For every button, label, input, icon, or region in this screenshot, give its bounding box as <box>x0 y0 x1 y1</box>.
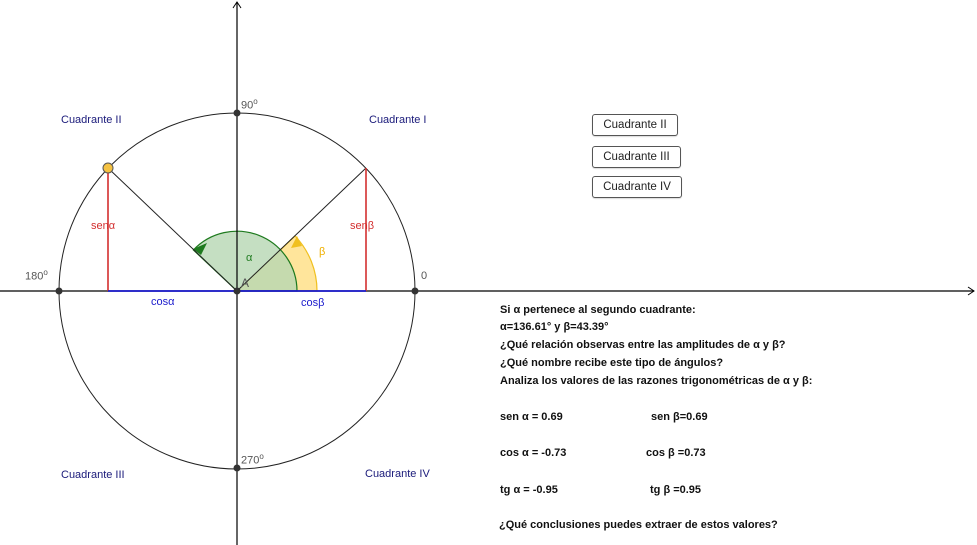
sen-alpha-value: sen α = 0.69 <box>500 411 563 423</box>
center-point-a <box>234 288 241 295</box>
label-270-deg: 270$^o$ <box>241 452 264 467</box>
tg-alpha-value: tg α = -0.95 <box>500 484 558 496</box>
cos-alpha-label: cosα <box>151 296 175 308</box>
quadrant-2-label: Cuadrante II <box>61 114 122 126</box>
label-90-deg: 90$^o$ <box>241 97 258 112</box>
sen-beta-label: senβ <box>350 220 375 232</box>
cuadrante-ii-button[interactable]: Cuadrante II <box>592 114 678 136</box>
panel-question-relation: ¿Qué relación observas entre las amplitudes de α y β? <box>500 339 786 351</box>
cos-alpha-value: cos α = -0.73 <box>500 447 567 459</box>
alpha-draggable-point[interactable] <box>103 163 113 173</box>
cuadrante-iv-button[interactable]: Cuadrante IV <box>592 176 682 198</box>
tg-beta-value: tg β =0.95 <box>650 484 702 496</box>
beta-label: β <box>319 246 326 258</box>
quadrant-3-label: Cuadrante III <box>61 469 125 481</box>
cos-beta-label: cosβ <box>301 297 325 309</box>
alpha-label: α <box>246 252 253 264</box>
alpha-radius <box>108 168 237 291</box>
cos-beta-value: cos β =0.73 <box>646 447 706 459</box>
label-180-deg: 180$^o$ <box>25 268 48 283</box>
point-270-deg <box>234 465 241 472</box>
panel-angle-values: α=136.61° y β=43.39° <box>500 321 609 333</box>
label-0-deg: 0 <box>421 270 428 282</box>
panel-intro: Si α pertenece al segundo cuadrante: <box>500 304 696 316</box>
cuadrante-iii-button[interactable]: Cuadrante III <box>592 146 681 168</box>
panel-analyze: Analiza los valores de las razones trigonométricas de α y β: <box>500 375 813 387</box>
panel-question-name: ¿Qué nombre recibe este tipo de ángulos? <box>500 357 724 369</box>
sen-alpha-label: senα <box>91 220 116 232</box>
point-90-deg <box>234 110 241 117</box>
point-0-deg <box>412 288 419 295</box>
sen-beta-value: sen β=0.69 <box>651 411 708 423</box>
center-label-a: A <box>241 276 250 290</box>
quadrant-4-label: Cuadrante IV <box>365 468 430 480</box>
panel-conclusion-question: ¿Qué conclusiones puedes extraer de estos valores? <box>499 519 778 531</box>
quadrant-1-label: Cuadrante I <box>369 114 427 126</box>
point-180-deg <box>56 288 63 295</box>
